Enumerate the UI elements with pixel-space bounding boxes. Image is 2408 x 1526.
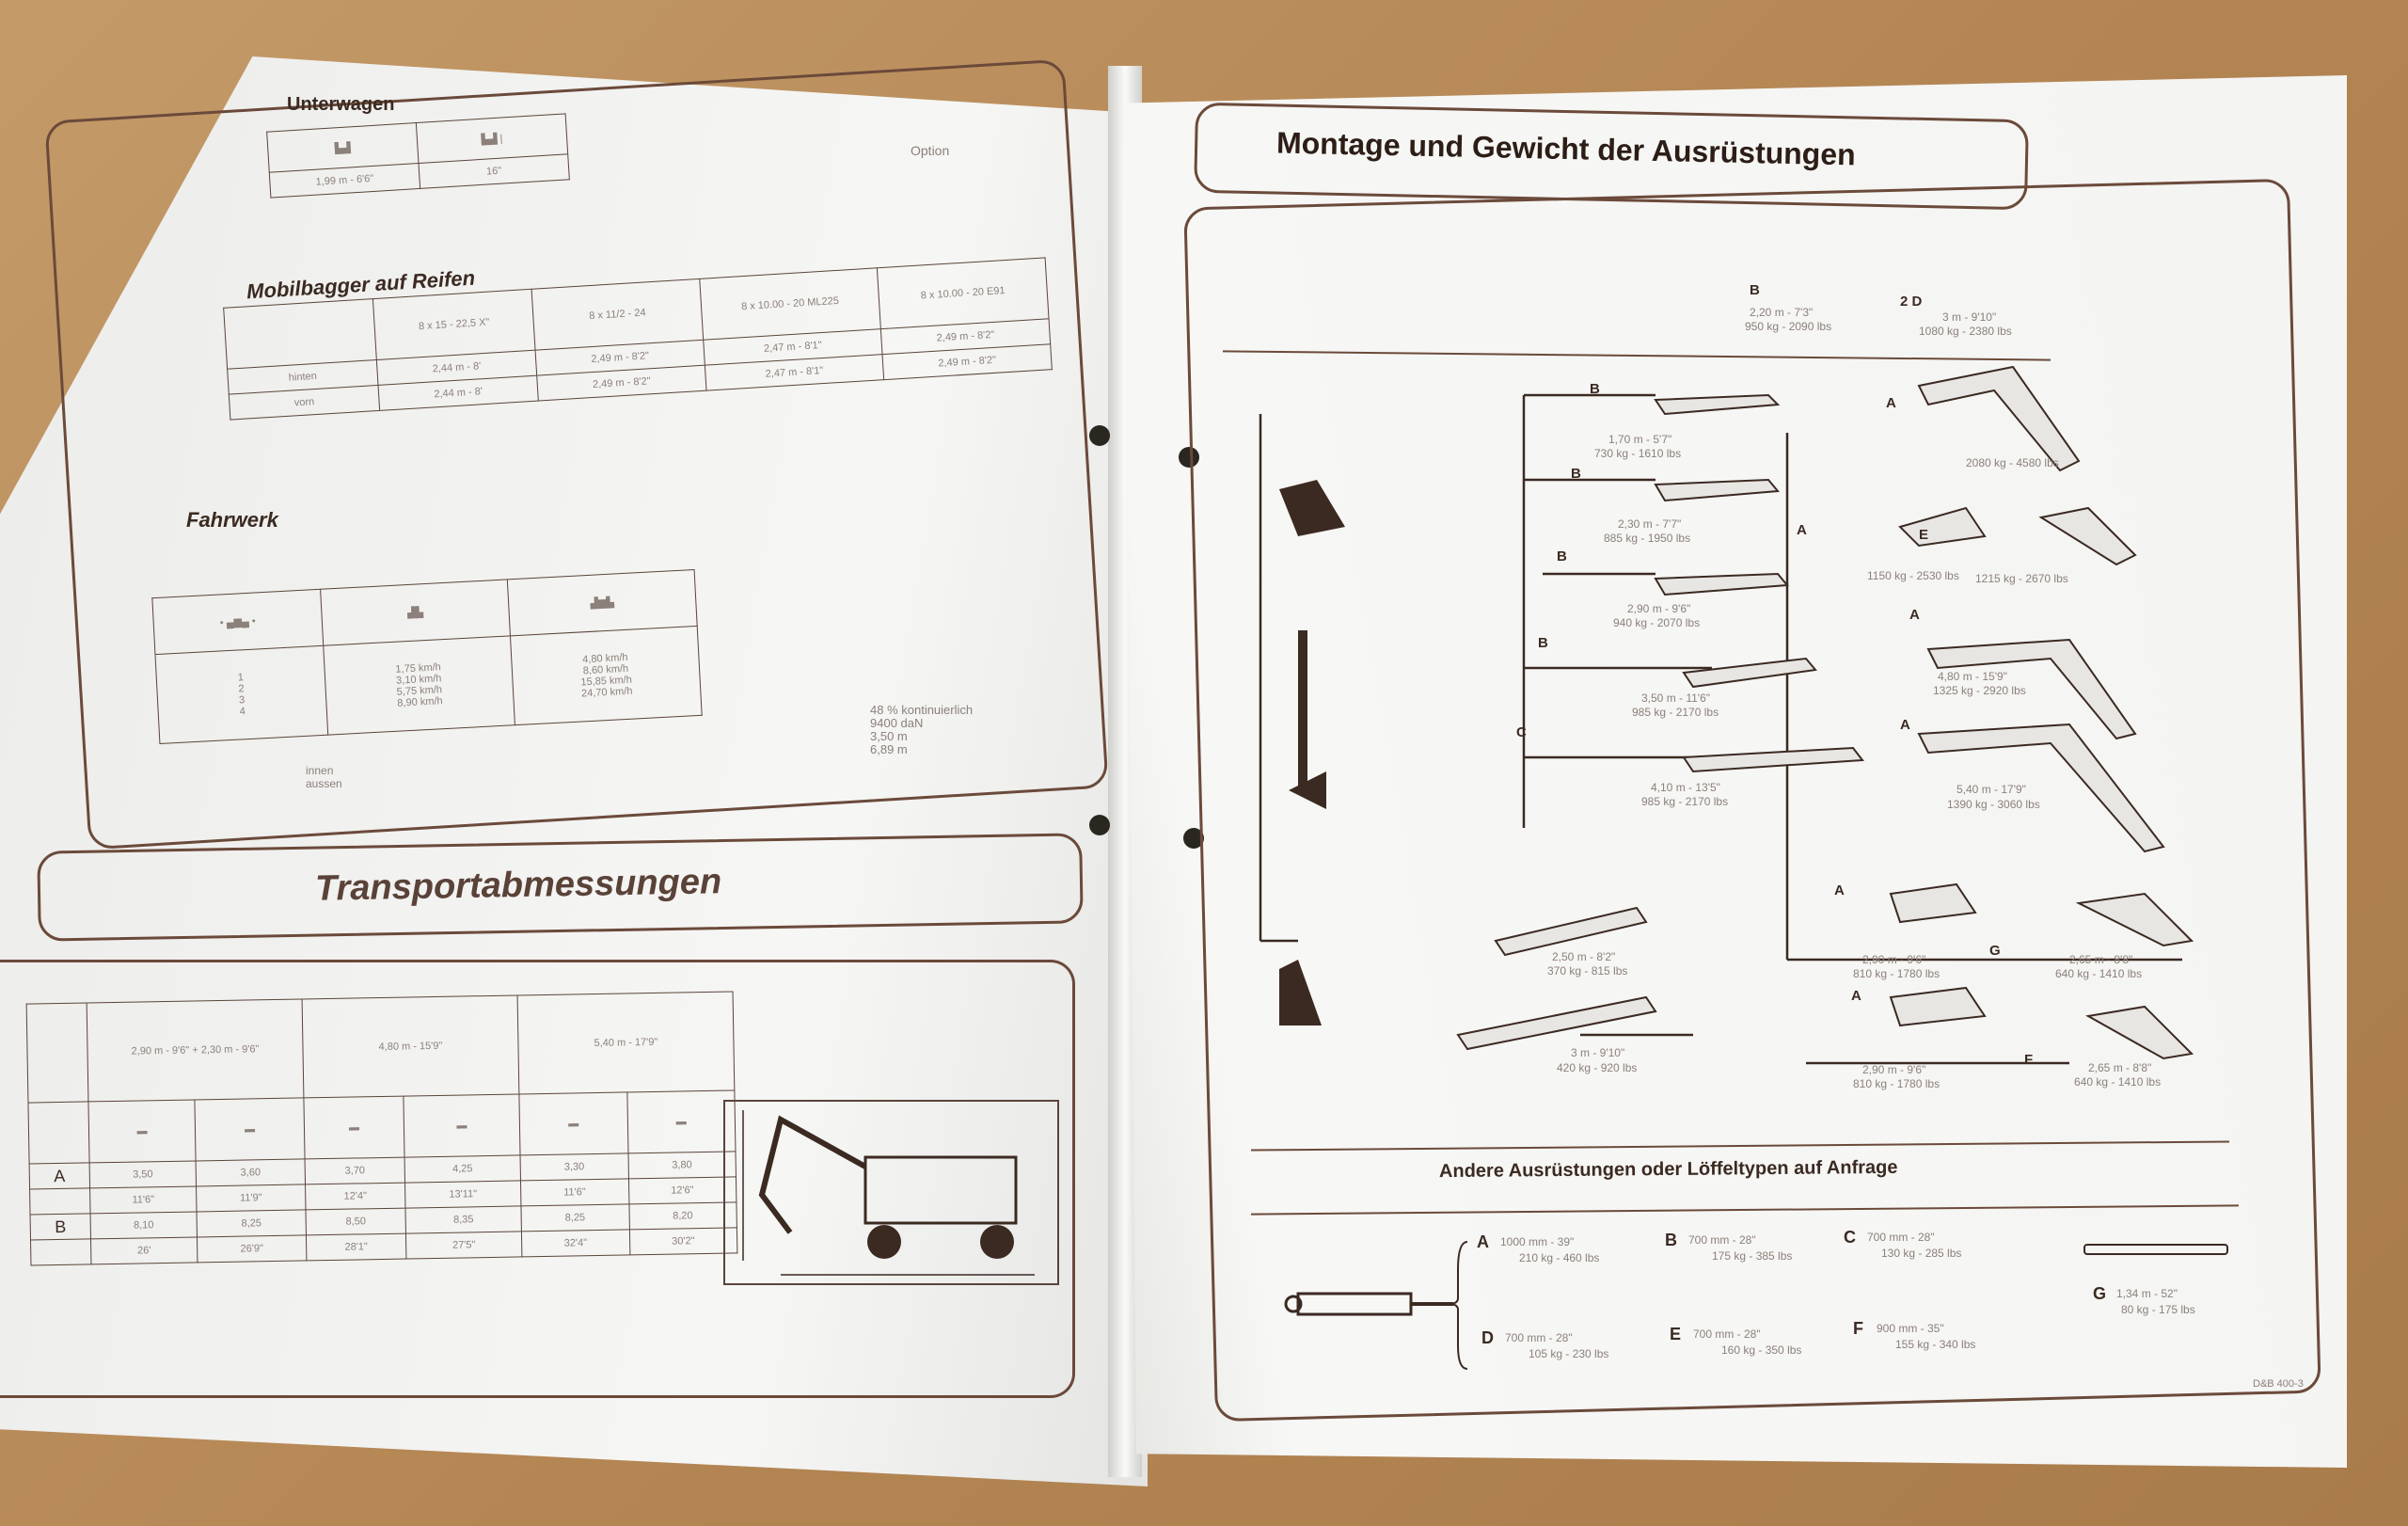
page-title: Montage und Gewicht der Ausrüstungen: [1275, 125, 1857, 172]
cylinder-spec: 700 mm - 28": [1688, 1233, 1756, 1247]
boom-weight: 640 kg - 1410 lbs: [2074, 1075, 2162, 1089]
boom-dims: 4,80 m - 15'9": [1938, 670, 2007, 683]
other-equipment-note: Andere Ausrüstungen oder Löffeltypen auf Anfrage: [1438, 1156, 1898, 1183]
table-cell: 2,44 m - 8': [376, 350, 536, 385]
boom-weight: 640 kg - 1410 lbs: [2055, 967, 2143, 980]
boom-dims: 2,90 m - 9'6": [1862, 1063, 1926, 1076]
stick-weight: 885 kg - 1950 lbs: [1604, 532, 1691, 545]
stick-dims: 4,10 m - 13'5": [1651, 781, 1720, 794]
stick-weight: 730 kg - 1610 lbs: [1594, 447, 1682, 460]
tire-size: 8 x 10.00 - 20 ML225: [700, 268, 881, 340]
boom-label: 2,90 m - 9'6" + 2,30 m - 9'6": [87, 999, 304, 1102]
boom-letter: G: [1989, 943, 2001, 959]
cylinder-key: E: [1670, 1325, 1682, 1343]
table-cell: 2,49 m - 8'2": [535, 340, 705, 375]
stick-dims: 2,90 m - 9'6": [1627, 602, 1691, 615]
stick-dims: 2,30 m - 7'7": [1618, 517, 1682, 531]
stick-weight: 985 kg - 2170 lbs: [1641, 795, 1729, 808]
stick-letter: B: [1538, 635, 1548, 651]
mobilbagger-heading: Mobilbagger auf Reifen: [246, 265, 476, 304]
stick-weight: 370 kg - 815 lbs: [1547, 964, 1628, 978]
boom-weight: 1325 kg - 2920 lbs: [1933, 684, 2026, 697]
table-cell: 8,35: [405, 1206, 521, 1233]
table-cell: 26'9": [198, 1235, 307, 1263]
table-cell: 2,49 m - 8'2": [537, 365, 706, 401]
cylinder-weight: 80 kg - 175 lbs: [2121, 1303, 2195, 1316]
speed-value: 4,80 km/h: [581, 651, 628, 666]
table-cell: 26': [91, 1237, 198, 1264]
cylinder-weight: 210 kg - 460 lbs: [1519, 1251, 1600, 1264]
boom-letter: E: [1919, 527, 1929, 543]
table-cell: 13'11": [405, 1181, 521, 1208]
top-item-dims: 3 m - 9'10": [1942, 310, 1997, 324]
rod-icon: [2083, 1244, 2228, 1255]
boom-letter: F: [2024, 1052, 2034, 1068]
speed-value: 5,75 km/h: [396, 684, 443, 698]
boom-dims: 5,40 m - 17'9": [1956, 783, 2026, 796]
boom-dims: 2,65 m - 8'8": [2088, 1061, 2152, 1074]
boom-letter: A: [1851, 988, 1861, 1004]
stick-dims: 3 m - 9'10": [1571, 1046, 1625, 1059]
dim-label: A: [29, 1163, 89, 1189]
row-label: vorn: [229, 385, 379, 420]
unterwagen-table: ▙▟ ▙▟ | 1,99 m - 6'6" 16": [266, 113, 570, 198]
stick-weight: 940 kg - 2070 lbs: [1613, 616, 1701, 629]
binder-hole: [1089, 815, 1110, 835]
cylinder-spec: 1000 mm - 39": [1500, 1235, 1575, 1248]
table-cell: 2,49 m - 8'2": [880, 319, 1050, 355]
value-line: innen: [306, 764, 334, 777]
transport-title: Transportabmessungen: [314, 862, 722, 909]
table-cell: 16": [419, 154, 569, 189]
table-cell: 3,30: [520, 1153, 628, 1181]
fahrwerk-right-values: [870, 704, 973, 756]
cylinder-key: D: [1481, 1328, 1494, 1347]
cylinder-spec: 900 mm - 35": [1877, 1322, 1944, 1335]
cylinder-weight: 130 kg - 285 lbs: [1881, 1247, 1962, 1260]
boom-weight: 2080 kg - 4580 lbs: [1966, 456, 2059, 469]
table-cell: 32'4": [521, 1230, 629, 1257]
boom-label: 4,80 m - 15'9": [302, 995, 519, 1098]
row-label: hinten: [228, 359, 378, 394]
top-item-weight: 1080 kg - 2380 lbs: [1919, 325, 2012, 338]
boom-weight: 810 kg - 1780 lbs: [1853, 967, 1941, 980]
unterwagen-heading: Unterwagen: [287, 94, 395, 115]
value-line: aussen: [306, 777, 342, 790]
top-item-weight: 950 kg - 2090 lbs: [1745, 320, 1832, 333]
table-cell: 2,47 m - 8'1": [705, 355, 883, 390]
cylinder-key: F: [1853, 1319, 1863, 1338]
table-cell: 27'5": [405, 1232, 521, 1259]
stick-weight: 985 kg - 2170 lbs: [1632, 706, 1719, 719]
cylinder-spec: 1,34 m - 52": [2116, 1287, 2178, 1300]
tire-size: 8 x 11/2 - 24: [531, 278, 704, 350]
cylinder-weight: 175 kg - 385 lbs: [1712, 1249, 1793, 1263]
boom-weight: 1215 kg - 2670 lbs: [1975, 572, 2068, 585]
fahrwerk-heading: Fahrwerk: [186, 508, 278, 532]
speed-value: 8,90 km/h: [397, 695, 443, 709]
fahrwerk-table: • ▄▆▄ • ▟▙ ▟▆▙ 1 2 3 4 1,75 km/h 3,10 km/h 5,75 km/h 8,90 km/h 4,80 km/h 8,60 km/h 15,85 km/h 24,70 km/h: [151, 569, 702, 744]
boom-letter: A: [1900, 717, 1910, 733]
speed-value: 3,10 km/h: [395, 673, 442, 687]
boom-letter: A: [1886, 395, 1896, 411]
cylinder-weight: 105 kg - 230 lbs: [1529, 1347, 1609, 1360]
cylinder-weight: 155 kg - 340 lbs: [1895, 1338, 1976, 1351]
speed-value: 24,70 km/h: [580, 685, 633, 700]
boom-weight: 810 kg - 1780 lbs: [1853, 1077, 1941, 1090]
boom-weight: 1390 kg - 3060 lbs: [1947, 798, 2040, 811]
top-item-letter: B: [1750, 282, 1760, 298]
top-item-letter: 2 D: [1900, 294, 1923, 310]
stick-dims: 3,50 m - 11'6": [1641, 691, 1711, 705]
option-label: Option: [911, 143, 950, 158]
excavator-illustration: [724, 1101, 1063, 1289]
tire-size: 8 x 10.00 - 20 E91: [877, 258, 1049, 329]
value-line: 3,50 m: [870, 729, 908, 743]
boom-weight: 1150 kg - 2530 lbs: [1867, 569, 1959, 582]
stick-letter: B: [1590, 381, 1600, 397]
stick-weight: 420 kg - 920 lbs: [1557, 1061, 1638, 1074]
cylinder-spec: 700 mm - 28": [1867, 1231, 1935, 1244]
table-cell: 3,50: [89, 1161, 197, 1188]
speed-value: 15,85 km/h: [580, 674, 633, 689]
table-cell: 8,20: [628, 1202, 737, 1230]
stick-letter: C: [1516, 724, 1527, 740]
table-cell: 11'6": [90, 1186, 198, 1214]
cylinder-key: B: [1665, 1231, 1677, 1249]
table-cell: 4,25: [404, 1155, 520, 1183]
top-item-dims: 2,20 m - 7'3": [1750, 306, 1814, 319]
cylinder-icon: [1279, 1232, 1505, 1374]
value-line: 6,89 m: [870, 742, 908, 756]
table-cell: 3,70: [305, 1157, 405, 1184]
boom-letter: A: [1834, 882, 1845, 898]
boom-letter: A: [1909, 607, 1920, 623]
cylinder-spec: 700 mm - 28": [1505, 1331, 1573, 1344]
binder-hole: [1089, 425, 1110, 446]
table-cell: 1,99 m - 6'6": [269, 163, 420, 198]
inner-outer-labels: [306, 764, 342, 790]
cylinder-key: C: [1844, 1228, 1856, 1247]
table-cell: 2,49 m - 8'2": [882, 344, 1052, 380]
table-cell: 2,47 m - 8'1": [704, 329, 882, 365]
table-cell: 8,50: [306, 1208, 406, 1235]
stick-letter: B: [1557, 548, 1567, 564]
value-line: 48 % kontinuierlich: [870, 703, 974, 717]
table-cell: 30'2": [629, 1228, 737, 1255]
table-cell: 12'4": [306, 1183, 406, 1210]
tire-size: 8 x 15 - 22,5 X": [372, 289, 535, 359]
table-cell: 11'6": [520, 1179, 628, 1206]
table-cell: 28'1": [306, 1233, 406, 1261]
table-cell: 2,44 m - 8': [378, 375, 538, 410]
table-cell: 8,25: [197, 1210, 306, 1237]
boom-dims: 2,90 m - 9'6": [1862, 953, 1926, 966]
table-cell: 11'9": [197, 1184, 306, 1212]
stick-dims: 1,70 m - 5'7": [1608, 433, 1672, 446]
transport-table: 2,90 m - 9'6" + 2,30 m - 9'6" 4,80 m - 15'9" 5,40 m - 17'9" ▬ ▬ ▬ ▬ ▬ ▬ A 3,50 3,60 3,70 4,25 3,30 3,80 11'6" 11'9" 12'4" 13'11" 11'6" 12'6" B 8,10 8,25 8,50 8,35 8,25 8,20 26' 26'9" 28'1" 27'5" 32'4" 30'2": [26, 991, 738, 1265]
cylinder-weight: 160 kg - 350 lbs: [1721, 1343, 1802, 1357]
table-cell: 3,80: [628, 1152, 737, 1179]
cylinder-spec: 700 mm - 28": [1693, 1327, 1761, 1341]
value-line: 9400 daN: [870, 716, 924, 730]
cylinder-key: A: [1477, 1232, 1489, 1251]
table-cell: 8,25: [521, 1204, 629, 1232]
boom-dims: 2,65 m - 8'8": [2069, 953, 2133, 966]
table-cell: 12'6": [628, 1177, 737, 1204]
cylinder-key: G: [2093, 1284, 2107, 1303]
table-cell: 3,60: [196, 1159, 305, 1186]
dim-label: B: [30, 1214, 90, 1240]
equipment-flow-diagram: [1242, 245, 2239, 1110]
speed-value: 8,60 km/h: [582, 662, 629, 677]
speed-value: 1,75 km/h: [395, 661, 442, 676]
boom-label: 5,40 m - 17'9": [517, 992, 735, 1094]
document-code: D&B 400-3: [2253, 1378, 2304, 1390]
stick-letter: B: [1571, 466, 1581, 482]
stick-dims: 2,50 m - 8'2": [1552, 950, 1616, 963]
boom-letter: A: [1797, 522, 1807, 538]
table-cell: 8,10: [90, 1212, 198, 1239]
